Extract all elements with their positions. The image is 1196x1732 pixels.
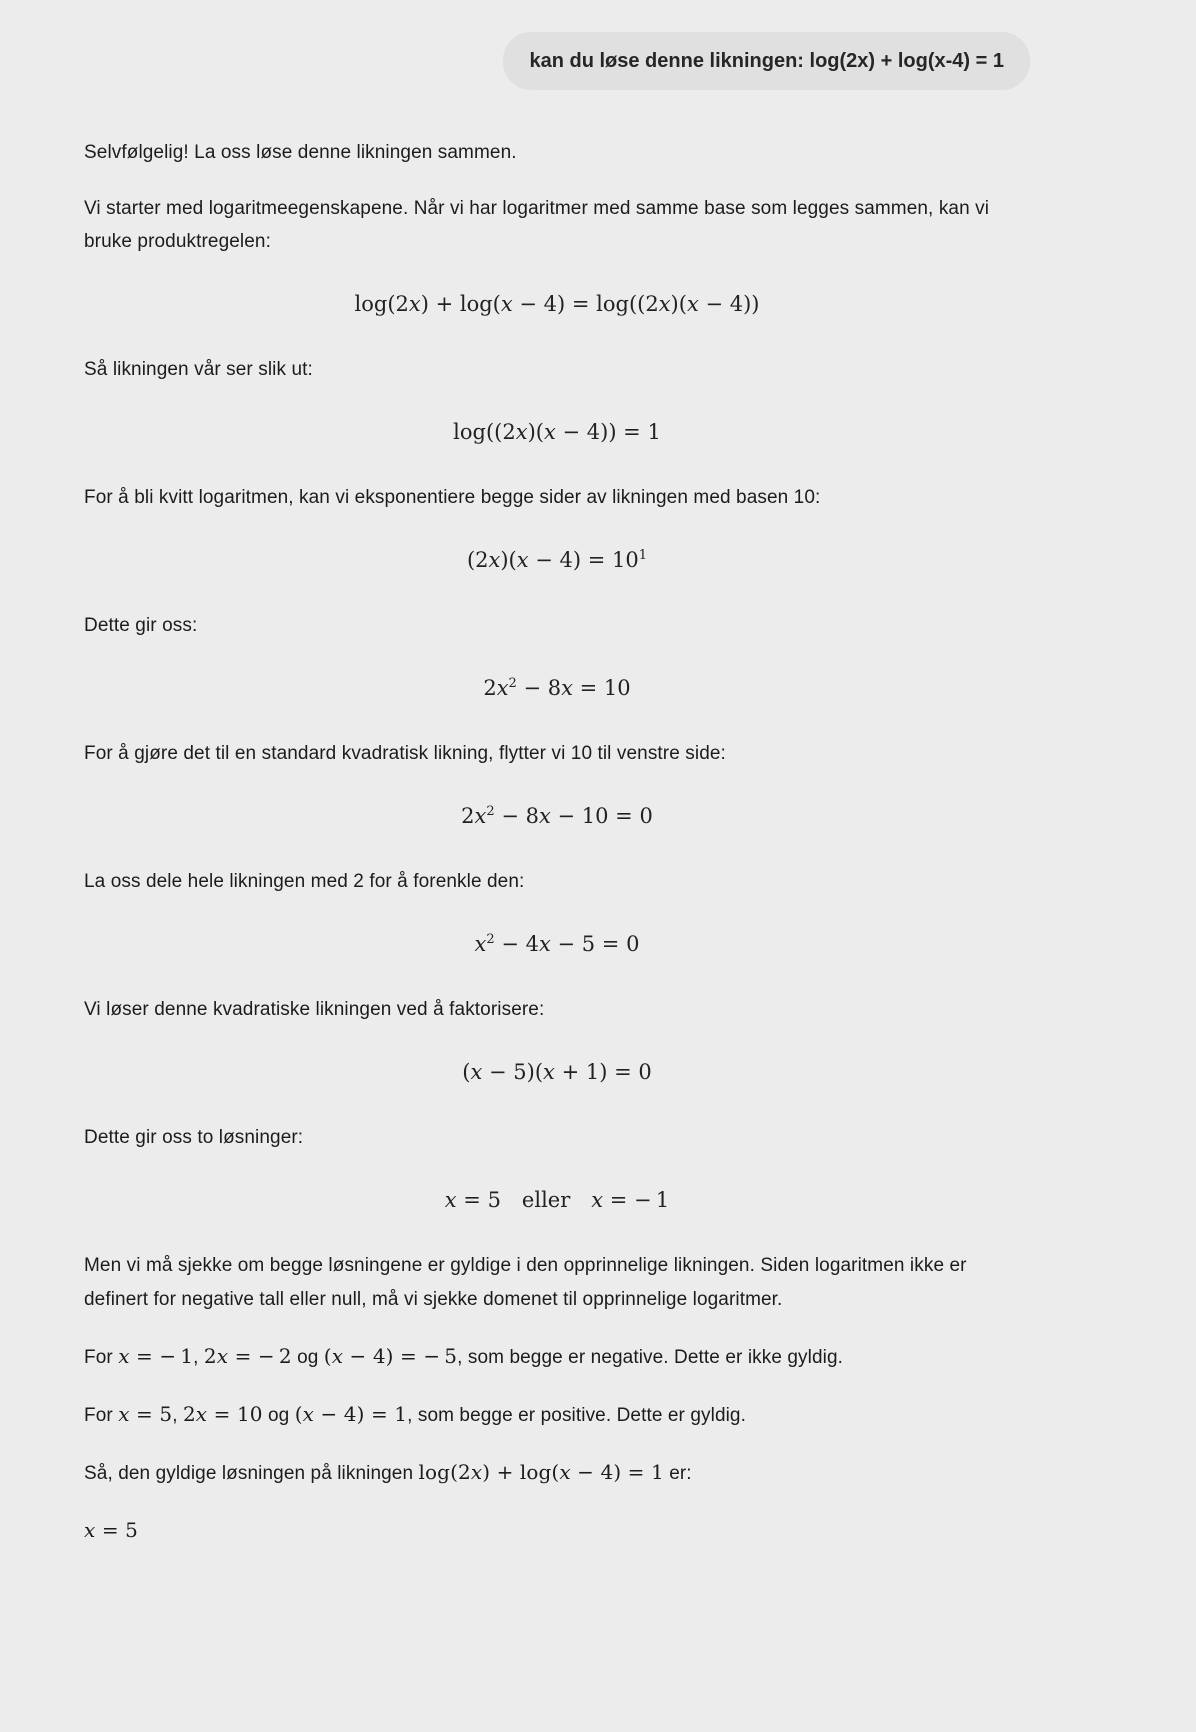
paragraph <box>84 865 1030 898</box>
paragraph <box>84 993 1030 1026</box>
paragraph <box>84 353 1030 386</box>
text-run: og <box>262 1404 295 1426</box>
text-run: er: <box>663 1462 692 1484</box>
display-equation: (x − 5)(x + 1) = 0 <box>462 1060 652 1085</box>
inline-math: log(2x) + log(x − 4) = 1 <box>418 1459 664 1484</box>
text-run: La oss dele hele likningen med 2 for å forenkle den: <box>84 871 525 893</box>
text-run: og <box>291 1346 324 1368</box>
text-run: , <box>193 1346 204 1368</box>
inline-math: 2x = 10 <box>182 1401 263 1426</box>
text-run: Dette gir oss to løsninger: <box>84 1127 304 1149</box>
display-equation: $(2x)(x - 4) = 10^1$ <box>466 548 648 573</box>
text-run: Vi løser denne kvadratiske likningen ved å faktorisere: <box>84 999 545 1021</box>
text-run: For å bli kvitt logaritmen, kan vi eksponentiere begge sider av likningen med basen 10: <box>84 487 821 509</box>
display-equation: x = 5 eller x = − 1 <box>444 1188 670 1213</box>
inline-math: x = 5 <box>84 1517 138 1542</box>
text-run: , som begge er negative. Dette er ikke gyldig. <box>457 1346 844 1368</box>
text-run: For <box>84 1346 119 1368</box>
text-run: , som begge er positive. Dette er gyldig. <box>407 1404 746 1426</box>
display-equation: $2x^2 - 8x - 10 = 0$ <box>461 804 653 829</box>
paragraph <box>84 1121 1030 1154</box>
paragraph <box>84 481 1030 514</box>
display-equation: log(2x) + log(x − 4) = log((2x)(x − 4)) <box>354 292 760 317</box>
paragraph <box>84 1339 1030 1374</box>
display-equation: $x^2 - 4x - 5 = 0$ <box>474 932 640 957</box>
paragraph <box>84 1397 1030 1432</box>
user-message-bubble <box>503 32 1030 90</box>
paragraph <box>84 1455 1030 1490</box>
paragraph <box>84 136 1030 169</box>
conversation-column <box>84 0 1030 1548</box>
paragraph <box>84 609 1030 642</box>
text-run: Men vi må sjekke om begge løsningene er gyldige i den opprinnelige likningen. Siden logaritmen ikke er definert for negative tall eller null, må vi sjekke domenet til opprinnelige logaritmer. <box>84 1255 967 1310</box>
text-run: Dette gir oss: <box>84 615 198 637</box>
paragraph <box>84 1249 1030 1315</box>
display-equation: log((2x)(x − 4)) = 1 <box>453 420 661 445</box>
paragraph <box>84 737 1030 770</box>
inline-math: 2x = − 2 <box>203 1343 292 1368</box>
inline-math: x = − 1 <box>118 1343 194 1368</box>
paragraph <box>84 192 1030 258</box>
assistant-message <box>84 136 1030 1548</box>
text-run: Så, den gyldige løsningen på likningen <box>84 1462 419 1484</box>
inline-math: (x − 4) = 1 <box>294 1401 408 1426</box>
paragraph <box>84 1513 1030 1548</box>
inline-math: x = 5 <box>118 1401 173 1426</box>
display-equation: $2x^2 - 8x = 10$ <box>483 676 631 701</box>
user-message-text: kan du løse denne likningen: log(2x) + log(x-4) = 1 <box>529 50 1004 72</box>
user-message-row <box>84 32 1030 90</box>
text-run: For å gjøre det til en standard kvadratisk likning, flytter vi 10 til venstre side: <box>84 743 726 765</box>
text-run: Selvfølgelig! La oss løse denne likningen sammen. <box>84 142 517 163</box>
inline-math: (x − 4) = − 5 <box>323 1343 458 1368</box>
text-run: Så likningen vår ser slik ut: <box>84 359 313 381</box>
text-run: Vi starter med logaritmeegenskapene. Når vi har logaritmer med samme base som legges sammen, kan vi bruke produktregelen: <box>84 198 990 253</box>
text-run: , <box>172 1404 183 1426</box>
text-run: For <box>84 1404 119 1426</box>
